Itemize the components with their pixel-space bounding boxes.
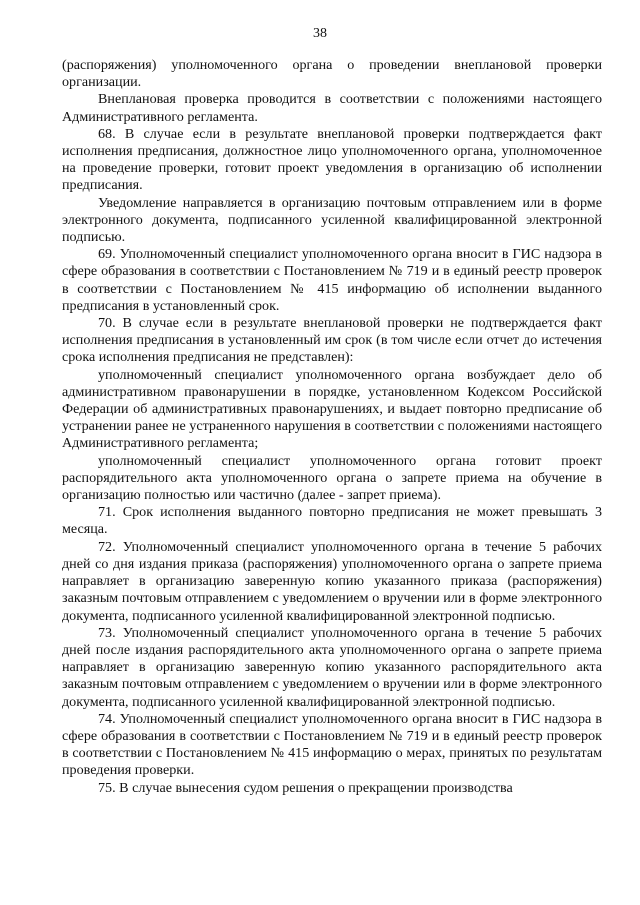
paragraph-75: 75. В случае вынесения судом решения о прекращении производства [98, 779, 513, 796]
paragraph-74: 74. Уполномоченный специалист уполномоченного органа вносит в ГИС надзора в сфере образования в соответствии с Постановлением № 719 и в единый реестр проверок в соответствии с Постановлением № 415 информацию о мерах, принятых по результатам проведения проверки. [62, 710, 602, 779]
paragraph-70: 70. В случае если в результате внеплановой проверки не подтверждается факт исполнения предписания в установленный им срок (в том числе если отчет до истечения срока исполнения предписания не представлен): [62, 315, 602, 366]
paragraph: уполномоченный специалист уполномоченного органа возбуждает дело об административном правонарушении в порядке, установленном Кодексом Российской Федерации об административных правонарушениях, и выдает повторно предписание об устранении ранее не устраненного нарушения в соответствии с положениями настоящего Административного регламента; [62, 366, 602, 452]
paragraph-72: 72. Уполномоченный специалист уполномоченного органа в течение 5 рабочих дней со дня издания приказа (распоряжения) уполномоченного органа о запрете приема направляет в организацию заверенную копию указанного приказа (распоряжения) заказным почтовым отправлением с уведомлением о вручении или в форме электронного документа, подписанного усиленной квалифицированной электронной подписью. [62, 538, 602, 624]
paragraph-71: 71. Срок исполнения выданного повторно предписания не может превышать 3 месяца. [62, 504, 602, 538]
paragraph-69: 69. Уполномоченный специалист уполномоченного органа вносит в ГИС надзора в сфере образования в соответствии с Постановлением № 719 и в единый реестр проверок в соответствии с Постановлением № 415 информацию об исполнении выданного предписания в установленный срок. [62, 246, 602, 314]
document-body [62, 57, 602, 797]
paragraph-68: 68. В случае если в результате внеплановой проверки подтверждается факт исполнения предписания, должностное лицо уполномоченного органа, уполномоченное на проведение проверки, готовит проект уведомления в организацию об исполнении предписания. [62, 125, 602, 194]
paragraph: Уведомление направляется в организацию почтовым отправлением или в форме электронного документа, подписанного усиленной квалифицированной электронной подписью. [62, 194, 602, 246]
page-number: 38 [313, 26, 327, 41]
paragraph: уполномоченный специалист уполномоченного органа готовит проект распорядительного акта уполномоченного органа о запрете приема на обучение в организацию полностью или частично (далее - запрет приема). [62, 452, 602, 504]
paragraph: Внеплановая проверка проводится в соответствии с положениями настоящего Административного регламента. [62, 91, 602, 125]
paragraph-continuation: (распоряжения) уполномоченного органа о проведении внеплановой проверки организации. [62, 57, 602, 91]
paragraph-73: 73. Уполномоченный специалист уполномоченного органа в течение 5 рабочих дней после издания распорядительного акта уполномоченного органа о запрете приема направляет в организацию заверенную копию указанного распорядительного акта заказным почтовым отправлением с уведомлением о вручении или в форме электронного документа, подписанного усиленной квалифицированной электронной подписью. [62, 624, 602, 710]
